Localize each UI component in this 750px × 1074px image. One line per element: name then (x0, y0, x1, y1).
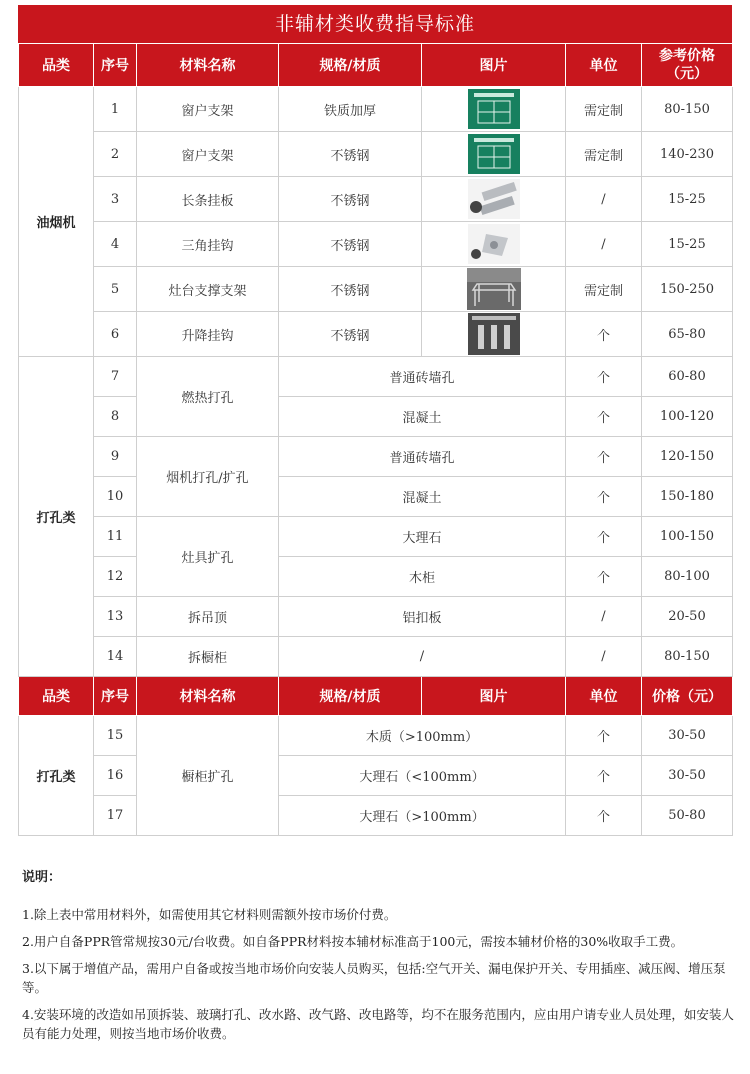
unit-cell: 个 (566, 312, 642, 357)
price-cell: 15-25 (642, 177, 733, 222)
triangle-hook-image (468, 224, 520, 264)
product-image-cell (422, 312, 566, 357)
row-number: 8 (94, 397, 137, 437)
spec-cell: 铁质加厚 (279, 87, 422, 132)
row-number: 6 (94, 312, 137, 357)
header-image: 图片 (422, 677, 566, 716)
unit-cell: / (566, 597, 642, 637)
fee-table (18, 43, 733, 836)
row-number: 4 (94, 222, 137, 267)
price-cell: 140-230 (642, 132, 733, 177)
unit-cell: 个 (566, 477, 642, 517)
material-name: 烟机打孔/扩孔 (137, 437, 279, 517)
hanging-plate-image (468, 179, 520, 219)
spec-cell: 不锈钢 (279, 132, 422, 177)
spec-cell: 大理石 (279, 517, 566, 557)
header-spec: 规格/材质 (279, 44, 422, 87)
spec-cell: 普通砖墙孔 (279, 357, 566, 397)
header-unit: 单位 (566, 44, 642, 87)
table-row (19, 517, 733, 557)
table-row (19, 177, 733, 222)
table-row (19, 312, 733, 357)
header-number: 序号 (94, 44, 137, 87)
table-row (19, 716, 733, 756)
window-bracket-image (468, 89, 520, 129)
product-image-cell (422, 87, 566, 132)
price-cell: 30-50 (642, 716, 733, 756)
table-row (19, 397, 733, 437)
note-item: 1.除上表中常用材料外，如需使用其它材料则需额外按市场价付费。 (22, 907, 397, 922)
price-cell: 150-250 (642, 267, 733, 312)
table-row (19, 796, 733, 836)
material-name: 升降挂钩 (137, 312, 279, 357)
spec-cell: 不锈钢 (279, 312, 422, 357)
header-price: 价格（元） (642, 677, 733, 716)
table-row (19, 267, 733, 312)
price-cell: 80-150 (642, 637, 733, 677)
product-image-cell (422, 177, 566, 222)
note-item: 2.用户自备PPR管常规按30元/台收费。如自备PPR材料按本辅材标准高于100元，需按本辅材价格的30%收取手工费。 (22, 934, 684, 949)
unit-cell: / (566, 222, 642, 267)
row-number: 5 (94, 267, 137, 312)
spec-cell: 不锈钢 (279, 267, 422, 312)
table-header (19, 677, 733, 716)
unit-cell: 需定制 (566, 87, 642, 132)
note-item: 4.安装环境的改造如吊顶拆装、玻璃打孔、改水路、改气路、改电路等，均不在服务范围内，应由用户请专业人员处理，如安装人员有能力处理，则按当地市场价收费。 (22, 1007, 734, 1041)
material-name: 橱柜扩孔 (137, 716, 279, 836)
table-row (19, 597, 733, 637)
table-header (19, 44, 733, 87)
notes-section (22, 868, 734, 1051)
spec-cell: 普通砖墙孔 (279, 437, 566, 477)
unit-cell: 个 (566, 557, 642, 597)
price-cell: 30-50 (642, 756, 733, 796)
material-name: 拆橱柜 (137, 637, 279, 677)
unit-cell: 个 (566, 357, 642, 397)
price-cell: 100-150 (642, 517, 733, 557)
header-price-label: 参考价格（元） (659, 48, 715, 82)
row-number: 1 (94, 87, 137, 132)
unit-cell: 个 (566, 796, 642, 836)
category-cell: 油烟机 (19, 87, 94, 357)
material-name: 灶具扩孔 (137, 517, 279, 597)
category-cell: 打孔类 (19, 357, 94, 677)
window-bracket-image (468, 134, 520, 174)
material-name: 窗户支架 (137, 87, 279, 132)
row-number: 11 (94, 517, 137, 557)
row-number: 10 (94, 477, 137, 517)
table-row (19, 357, 733, 397)
lifting-hook-image (468, 313, 520, 355)
price-cell: 80-100 (642, 557, 733, 597)
header-category: 品类 (19, 677, 94, 716)
material-name: 窗户支架 (137, 132, 279, 177)
header-material-name: 材料名称 (137, 677, 279, 716)
price-cell: 65-80 (642, 312, 733, 357)
category-cell: 打孔类 (19, 716, 94, 836)
row-number: 3 (94, 177, 137, 222)
spec-cell: / (279, 637, 566, 677)
unit-cell: 个 (566, 517, 642, 557)
price-cell: 20-50 (642, 597, 733, 637)
unit-cell: 个 (566, 756, 642, 796)
page-title: 非辅材类收费指导标准 (18, 5, 732, 43)
table-row (19, 756, 733, 796)
row-number: 2 (94, 132, 137, 177)
unit-cell: 需定制 (566, 267, 642, 312)
spec-cell: 木质（>100mm） (279, 716, 566, 756)
unit-cell: 需定制 (566, 132, 642, 177)
price-cell: 50-80 (642, 796, 733, 836)
material-name: 三角挂钩 (137, 222, 279, 267)
header-spec: 规格/材质 (279, 677, 422, 716)
row-number: 13 (94, 597, 137, 637)
spec-cell: 不锈钢 (279, 177, 422, 222)
product-image-cell (422, 222, 566, 267)
unit-cell: / (566, 637, 642, 677)
price-cell: 80-150 (642, 87, 733, 132)
table-row (19, 437, 733, 477)
price-cell: 120-150 (642, 437, 733, 477)
unit-cell: / (566, 177, 642, 222)
stove-stand-image (467, 268, 521, 310)
material-name: 燃热打孔 (137, 357, 279, 437)
price-cell: 15-25 (642, 222, 733, 267)
row-number: 15 (94, 716, 137, 756)
header-image: 图片 (422, 44, 566, 87)
product-image-cell (422, 132, 566, 177)
table-row (19, 87, 733, 132)
header-material-name: 材料名称 (137, 44, 279, 87)
table-row (19, 477, 733, 517)
row-number: 16 (94, 756, 137, 796)
material-name: 长条挂板 (137, 177, 279, 222)
spec-cell: 混凝土 (279, 397, 566, 437)
header-category: 品类 (19, 44, 94, 87)
spec-cell: 混凝土 (279, 477, 566, 517)
row-number: 12 (94, 557, 137, 597)
material-name: 拆吊顶 (137, 597, 279, 637)
spec-cell: 木柜 (279, 557, 566, 597)
unit-cell: 个 (566, 397, 642, 437)
notes-title: 说明： (22, 870, 62, 885)
product-image-cell (422, 267, 566, 312)
note-item: 3.以下属于增值产品，需用户自备或按当地市场价向安装人员购买，包括:空气开关、漏电保护开关、专用插座、减压阀、增压泵等。 (22, 961, 726, 995)
header-number: 序号 (94, 677, 137, 716)
table-row (19, 132, 733, 177)
row-number: 9 (94, 437, 137, 477)
row-number: 17 (94, 796, 137, 836)
header-unit: 单位 (566, 677, 642, 716)
row-number: 7 (94, 357, 137, 397)
price-cell: 100-120 (642, 397, 733, 437)
fee-sheet (18, 5, 732, 836)
table-row (19, 557, 733, 597)
spec-cell: 铝扣板 (279, 597, 566, 637)
spec-cell: 大理石（>100mm） (279, 796, 566, 836)
material-name: 灶台支撑支架 (137, 267, 279, 312)
spec-cell: 不锈钢 (279, 222, 422, 267)
table-row (19, 222, 733, 267)
price-cell: 150-180 (642, 477, 733, 517)
spec-cell: 大理石（<100mm） (279, 756, 566, 796)
unit-cell: 个 (566, 437, 642, 477)
table-row (19, 637, 733, 677)
header-price (642, 44, 733, 87)
row-number: 14 (94, 637, 137, 677)
unit-cell: 个 (566, 716, 642, 756)
price-cell: 60-80 (642, 357, 733, 397)
